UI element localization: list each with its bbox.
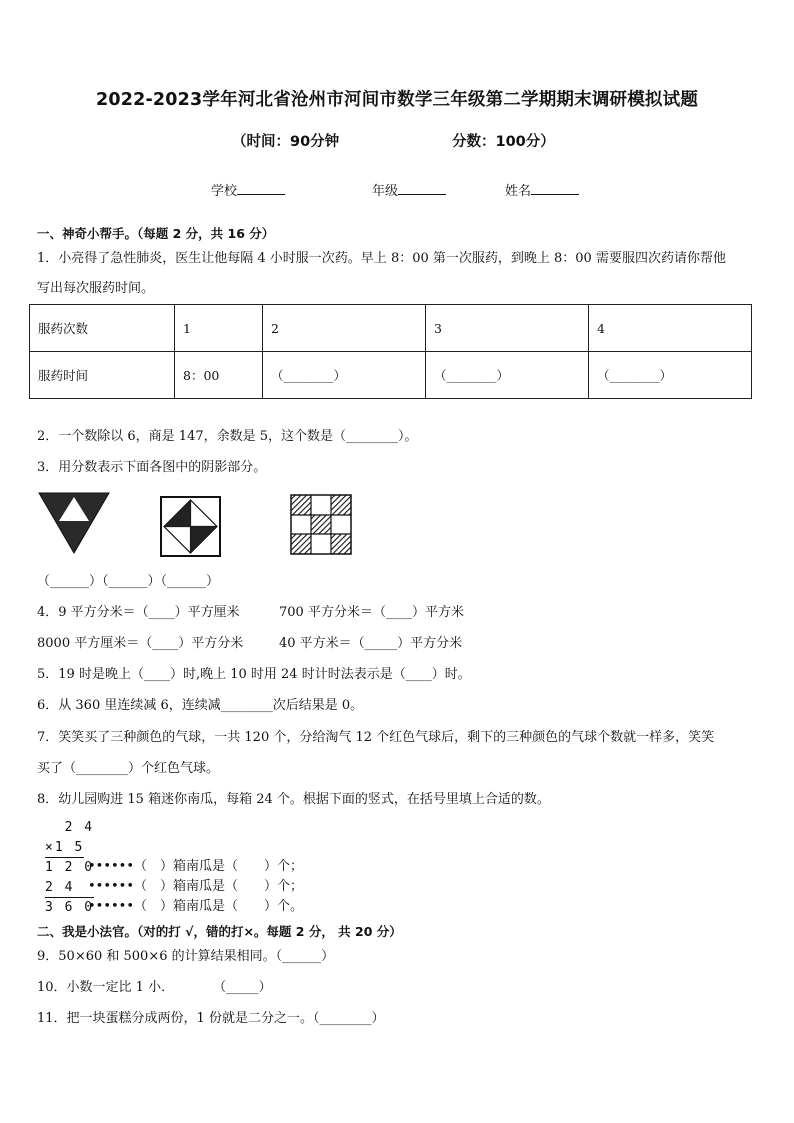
- school-label: 学校: [211, 184, 238, 199]
- q1-line1: 1．小亮得了急性肺炎，医生让他每隔 4 小时服一次药。早上 8：00 第一次服药，到晚上 8：00 需要服四次药请你帮他: [37, 251, 726, 266]
- vertical-line5: 3 6 0: [45, 900, 95, 915]
- table-cell: 4: [588, 305, 751, 352]
- page-title: 2022-2023学年河北省沧州市河间市数学三年级第二学期期末调研模拟试题: [95, 90, 699, 110]
- section1-heading: 一、神奇小帮手。（每题 2 分，共 16 分）: [37, 226, 275, 241]
- name-field[interactable]: [505, 180, 579, 199]
- exam-time: （时间：90分钟: [232, 134, 340, 150]
- q5: 5．19 时是晚上（____）时,晚上 10 时用 24 时计时法表示是（____）时。: [37, 667, 471, 682]
- answer-cell[interactable]: （________）: [425, 352, 588, 399]
- q4-b: 700 平方分米＝（____）平方米: [279, 605, 464, 620]
- q3: 3．用分数表示下面各图中的阴影部分。: [37, 460, 267, 475]
- name-label: 姓名: [505, 184, 532, 199]
- triangle-figure: [38, 492, 110, 554]
- q4-d: 40 平方米＝（_____）平方分米: [279, 636, 463, 651]
- table-row: [30, 352, 752, 399]
- section2-heading: 二、我是小法官。（对的打 √，错的打×。每题 2 分， 共 20 分）: [37, 924, 402, 939]
- grade-field[interactable]: [372, 180, 446, 199]
- table-cell: 服药次数: [30, 305, 175, 352]
- q9: 9．50×60 和 500×6 的计算结果相同。（______）: [37, 949, 335, 964]
- vertical-line3-note: ••••••（ ）箱南瓜是（ ）个；: [88, 859, 304, 874]
- vertical-line4: 2 4: [45, 878, 94, 898]
- exam-score: 分数：100分）: [452, 134, 555, 150]
- q4-c: 8000 平方厘米＝（____）平方分米: [37, 636, 244, 651]
- grid-figure: [290, 494, 352, 555]
- q4-a: 4．9 平方分米＝（____）平方厘米: [37, 605, 240, 620]
- q6: 6．从 360 里连续减 6，连续减________次后结果是 0。: [37, 698, 364, 713]
- vertical-line1: 2 4: [45, 820, 95, 835]
- q3-answers[interactable]: （______）（______）（______）: [37, 574, 220, 589]
- q7-line1: 7．笑笑买了三种颜色的气球，一共 120 个，分给淘气 12 个红色气球后，剩下的三种颜色的气球个数就一样多，笑笑: [37, 730, 715, 745]
- medicine-table: [29, 304, 752, 399]
- answer-cell[interactable]: （________）: [263, 352, 426, 399]
- vertical-line5-note: ••••••（ ）箱南瓜是（ ）个。: [88, 899, 304, 914]
- table-cell: 2: [263, 305, 426, 352]
- vertical-line2: ×1 5: [45, 838, 84, 858]
- q8: 8．幼儿园购进 15 箱迷你南瓜，每箱 24 个。根据下面的竖式，在括号里填上合适的数。: [37, 792, 550, 807]
- q7-line2: 买了（________）个红色气球。: [37, 761, 220, 776]
- q1-line2: 写出每次服药时间。: [37, 281, 155, 296]
- grade-label: 年级: [372, 184, 399, 199]
- table-cell: 服药时间: [30, 352, 175, 399]
- table-row: [30, 305, 752, 352]
- table-cell: 8：00: [175, 352, 263, 399]
- table-cell: 1: [175, 305, 263, 352]
- answer-cell[interactable]: （________）: [588, 352, 751, 399]
- table-cell: 3: [425, 305, 588, 352]
- q11: 11．把一块蛋糕分成两份，1 份就是二分之一。（________）: [37, 1011, 385, 1026]
- q2: 2．一个数除以 6，商是 147，余数是 5，这个数是（________）。: [37, 429, 418, 444]
- q10: 10．小数一定比 1 小． （_____）: [37, 980, 272, 995]
- square-diamond-figure: [160, 496, 221, 557]
- school-field[interactable]: [211, 180, 285, 199]
- vertical-line3: 1 2 0: [45, 860, 95, 875]
- vertical-line4-note: ••••••（ ）箱南瓜是（ ）个；: [88, 879, 304, 894]
